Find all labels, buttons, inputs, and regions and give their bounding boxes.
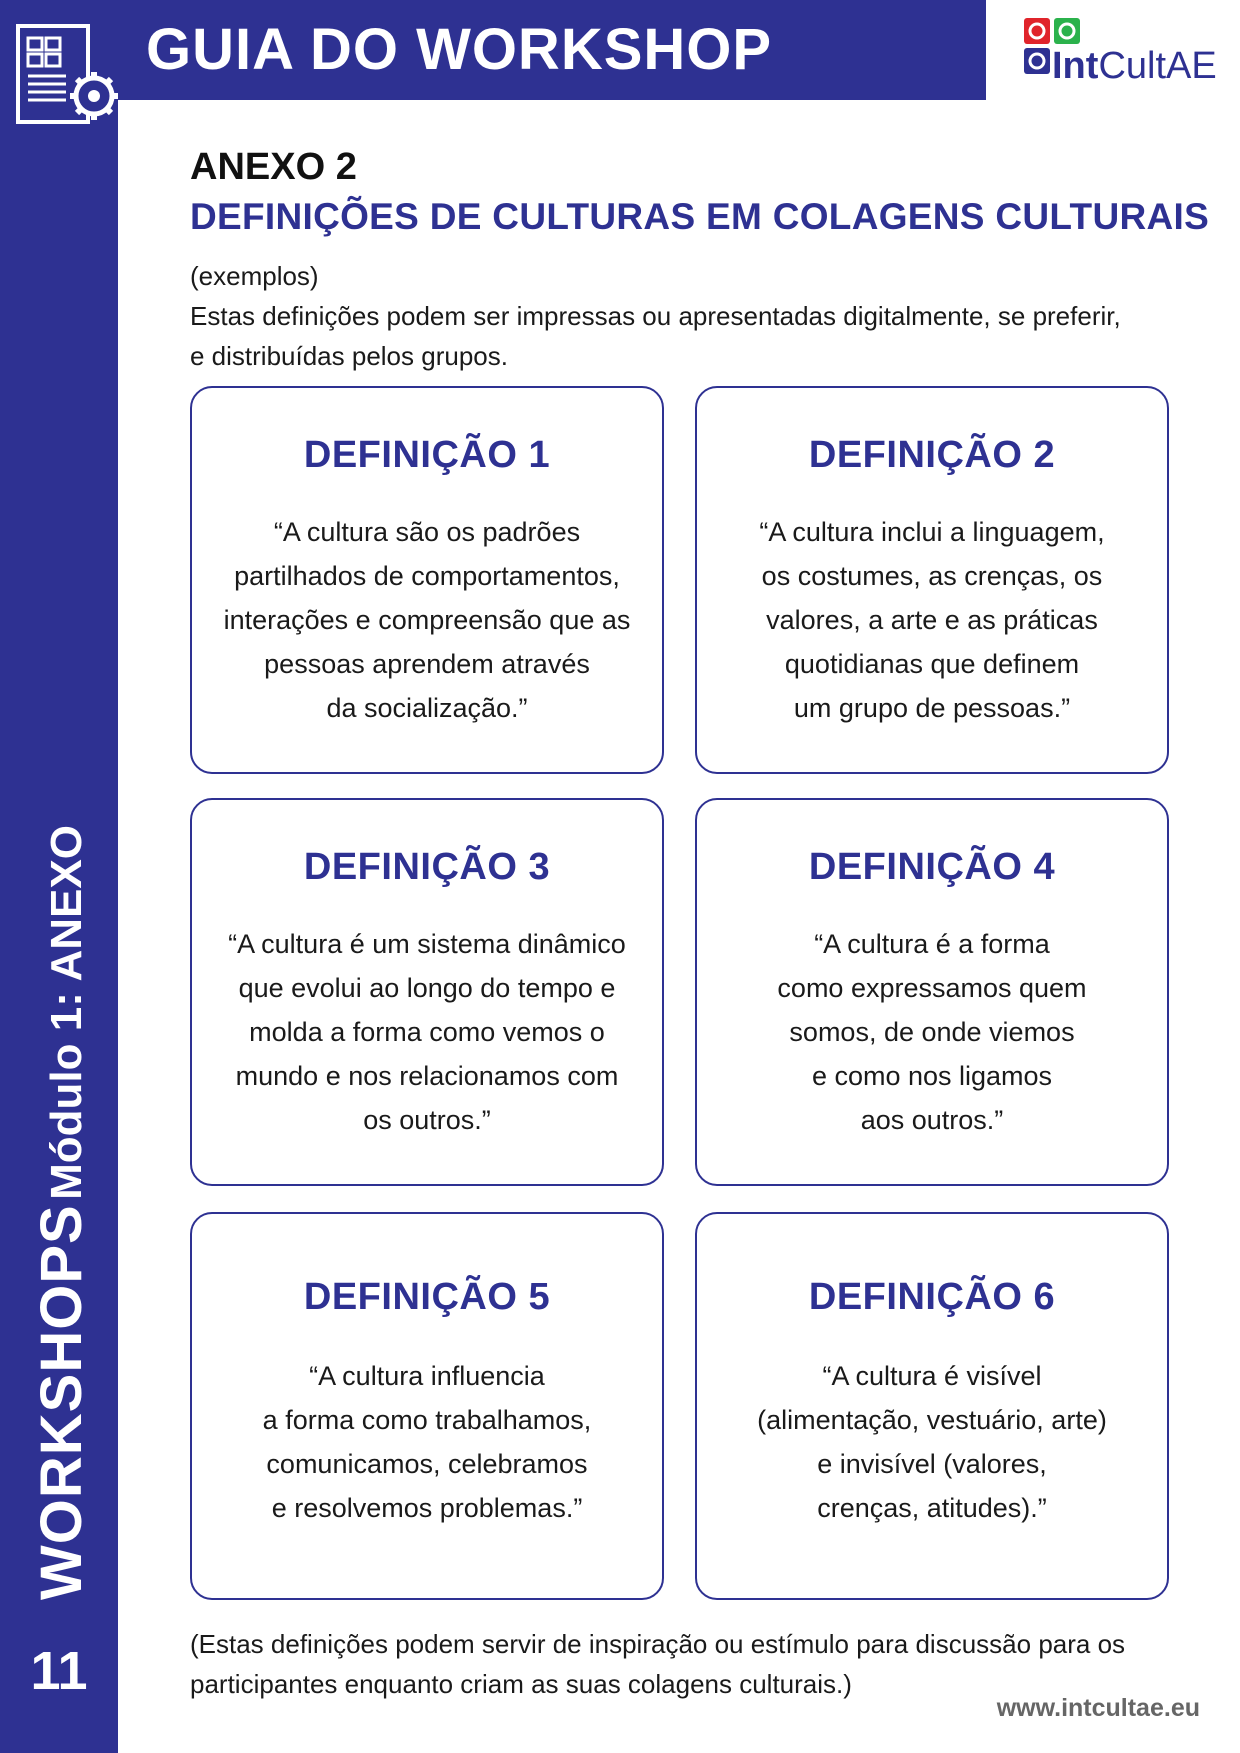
annex-title: DEFINIÇÕES DE CULTURAS EM COLAGENS CULTURAIS [190,196,1210,237]
footer-note [190,1624,1170,1704]
definition-line: “A cultura é visível [822,1361,1042,1391]
definition-line: pessoas aprendem através [264,649,590,679]
definition-line: “A cultura inclui a linguagem, [759,517,1105,547]
definition-line: quotidianas que definem [784,649,1080,679]
definition-card-5 [190,1212,664,1600]
definition-line: e resolvemos problemas.” [271,1493,583,1523]
definition-line: interações e compreensão que as [223,605,631,635]
page-number: 11 [30,1641,88,1701]
intro-line: (exemplos) [190,261,319,291]
definition-line: “A cultura são os padrões [273,517,581,547]
definition-line: molda a forma como vemos o [249,1017,605,1047]
definition-line: “A cultura é a forma [814,929,1050,959]
definition-line: aos outros.” [860,1105,1004,1135]
definition-title: DEFINIÇÃO 3 [303,846,551,888]
annex-label: ANEXO 2 [190,146,357,188]
definition-title: DEFINIÇÃO 1 [303,434,551,476]
definition-line: somos, de onde viemos [789,1017,1075,1047]
sidebar-workshops-label: WORKSHOPS [29,1204,94,1600]
definition-line: “A cultura influencia [309,1361,545,1391]
footer-note-line: (Estas definições podem servir de inspiração ou estímulo para discussão para os [190,1629,1126,1659]
definition-card-4 [695,798,1169,1186]
definition-text [206,922,648,1142]
definition-line: crenças, atitudes).” [817,1493,1047,1523]
definition-title: DEFINIÇÃO 4 [808,846,1056,888]
definition-card-3 [190,798,664,1186]
definition-line: como expressamos quem [777,973,1087,1003]
logo-text-regular: CultAE [1098,45,1217,87]
definition-text [206,1354,648,1530]
definition-text [206,510,648,730]
page-title: GUIA DO WORKSHOP [146,17,773,82]
definition-line: os outros.” [363,1105,491,1135]
definition-line: a forma como trabalhamos, [262,1405,592,1435]
website-link[interactable]: www.intcultae.eu [996,1694,1200,1722]
definition-card-6 [695,1212,1169,1600]
definition-title: DEFINIÇÃO 2 [808,434,1056,476]
definition-line: e como nos ligamos [811,1061,1053,1091]
definition-line: que evolui ao longo do tempo e [238,973,616,1003]
definition-line: e invisível (valores, [817,1449,1047,1479]
intro-line: e distribuídas pelos grupos. [190,341,508,371]
definition-line: partilhados de comportamentos, [234,561,620,591]
definition-text [711,922,1153,1142]
definition-text [711,510,1153,730]
definition-card-2 [695,386,1169,774]
intro-text [190,256,1150,376]
footer-note-line: participantes enquanto criam as suas colagens culturais.) [190,1669,852,1699]
definition-line: mundo e nos relacionamos com [235,1061,619,1091]
definition-text [711,1354,1153,1530]
definition-title: DEFINIÇÃO 6 [808,1276,1056,1318]
document-gear-icon [16,24,120,132]
definition-line: (alimentação, vestuário, arte) [757,1405,1107,1435]
sidebar-module-label: Módulo 1: ANEXO [42,825,91,1200]
definition-line: “A cultura é um sistema dinâmico [228,929,626,959]
definition-line: da socialização.” [326,693,528,723]
sidebar-vertical-title [28,825,108,1600]
definition-line: comunicamos, celebramos [266,1449,588,1479]
intro-line: Estas definições podem ser impressas ou apresentadas digitalmente, se preferir, [190,301,1121,331]
definition-card-1 [190,386,664,774]
definition-line: os costumes, as crenças, os [761,561,1103,591]
logo-text-bold: Int [1052,45,1099,87]
logo-text [1052,46,1217,86]
definition-line: um grupo de pessoas.” [793,693,1071,723]
definition-line: valores, a arte e as práticas [766,605,1098,635]
definition-title: DEFINIÇÃO 5 [303,1276,551,1318]
